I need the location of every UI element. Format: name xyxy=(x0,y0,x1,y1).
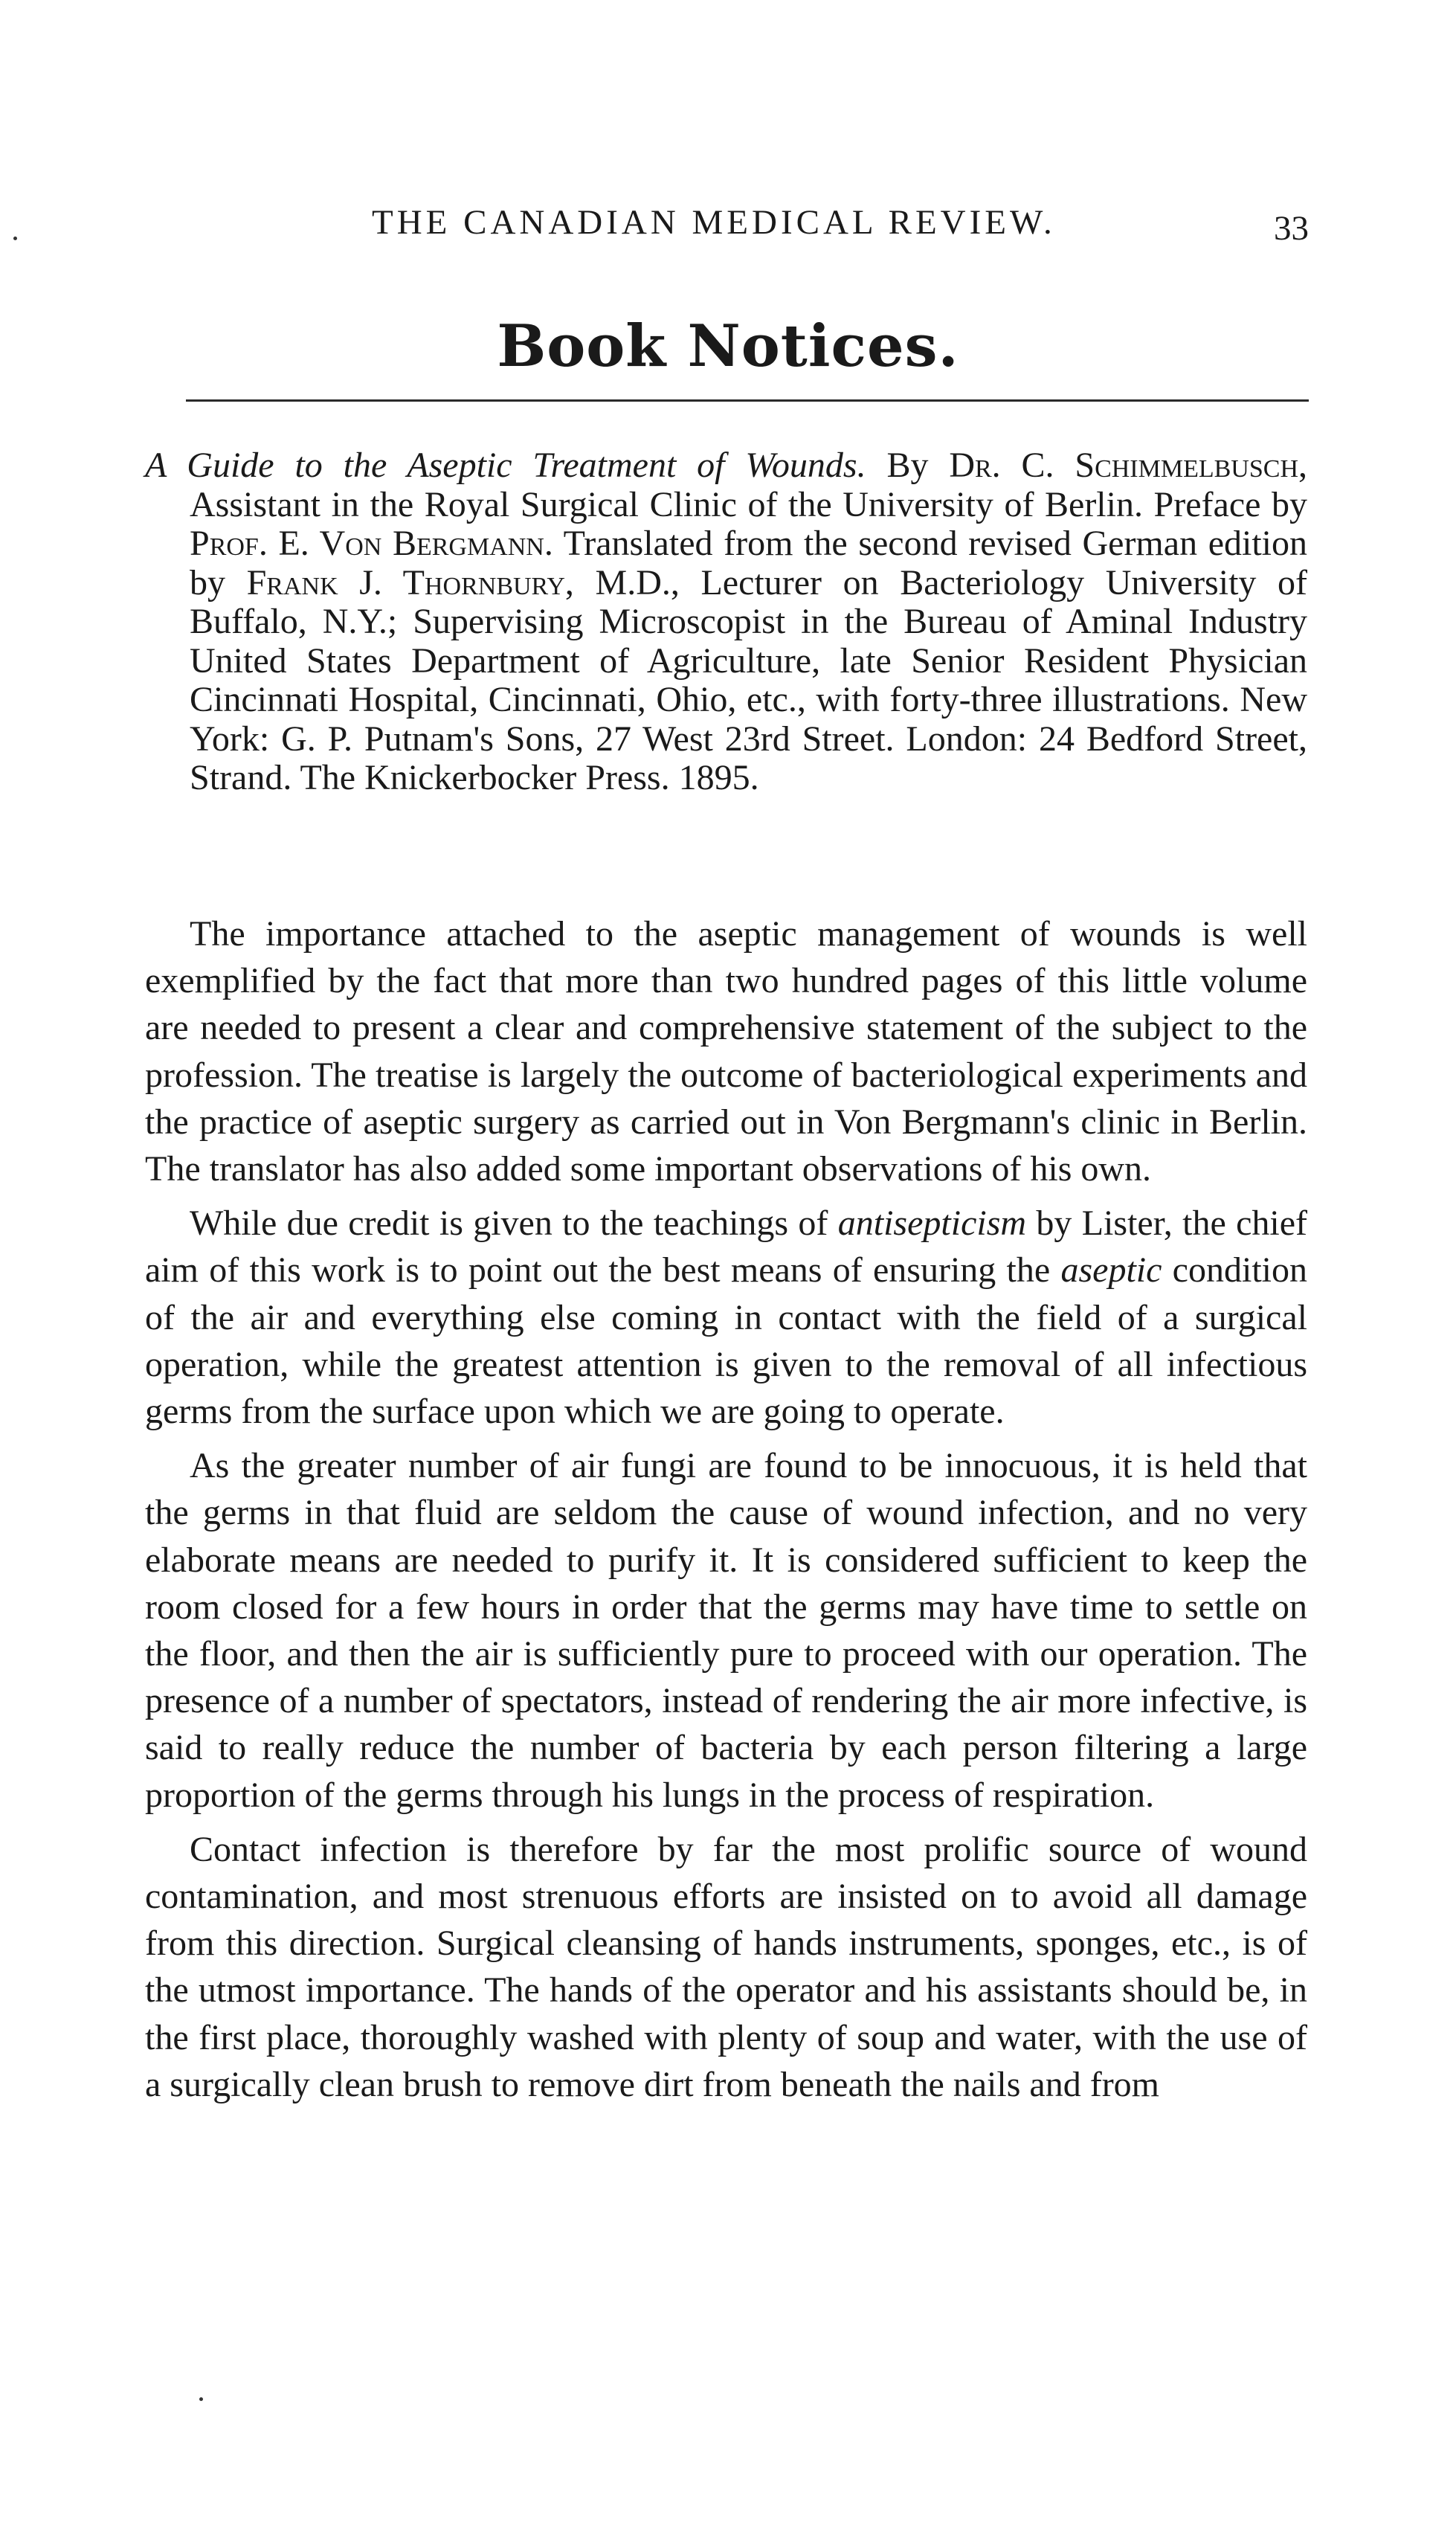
book-citation xyxy=(145,446,1307,798)
author-name: Dr. C. Schimmelbusch xyxy=(949,446,1298,485)
section-divider xyxy=(186,399,1309,402)
book-title: A Guide to the Aseptic Treatment of Wounds. xyxy=(145,446,866,485)
running-head xyxy=(149,202,1309,254)
paragraph-2-text-a: While due credit is given to the teachings of xyxy=(190,1203,838,1244)
paragraph-2-text-c: condition of the air and everything else coming in contact with the field of a surgical operation, while the greatest attention is given to the removal of all infectious germs from the surface upon which we are going to operate. xyxy=(145,1250,1307,1432)
bottom-speck xyxy=(199,2397,203,2401)
translator-details: , M.D., Lecturer on Bacteriology University of Buffalo, N.Y.; Supervising Microscopist in the Bureau of Aminal Industry United States Department of Agriculture, late Senior Resident Physician Cincinnati Hospital, Cincinnati, Ohio, etc., with forty-three illustrations. New York: G. P. Putnam's Sons, 27 West 23rd Street. London: 24 Bedford Street, Strand. The Knickerbocker Press. 1895. xyxy=(190,562,1307,797)
paragraph-1: The importance attached to the aseptic management of wounds is well exemplified by the fact that more than two hundred pages of this little volume are needed to present a clear and comprehensive statement of the subject to the profession. The treatise is largely the outcome of bacteriological experiments and the practice of aseptic surgery as carried out in Von Bergmann's clinic in Berlin. The translator has also added some important observations of his own. xyxy=(145,914,1307,1189)
paragraph-3: As the greater number of air fungi are found to be innocuous, it is held that the germs in that fluid are seldom the cause of wound infection, and no very elaborate means are needed to purify it. It is considered sufficient to keep the room closed for a few hours in order that the germs may have time to settle on the floor, and then the air is sufficiently pure to proceed with our operation. The presence of a number of spectators, instead of rendering the air more infective, is said to really reduce the number of bacteria by each person filtering a large proportion of the germs through his lungs in the process of respiration. xyxy=(145,1446,1307,1815)
page-number: 33 xyxy=(1274,209,1309,248)
translator-name: Frank J. Thornbury xyxy=(246,562,565,602)
translation-intro: . Translated from the second revised German edition by xyxy=(190,524,1308,602)
term-aseptic: aseptic xyxy=(1060,1250,1162,1291)
author-role: , Assistant in the Royal Surgical Clinic of the University of Berlin. Preface by xyxy=(190,446,1307,524)
section-title: Book Notices. xyxy=(497,312,959,380)
preface-author: Prof. E. Von Bergmann xyxy=(190,524,544,563)
paragraph-4: Contact infection is therefore by far the most prolific source of wound contamination, and most strenuous efforts are insisted on to avoid all damage from this direction. Surgical cleansing of hands instruments, sponges, etc., is of the utmost importance. The hands of the operator and his assistants should be, in the first place, thoroughly washed with plenty of soup and water, with the use of a surgically clean brush to remove dirt from beneath the nails and from xyxy=(145,1829,1307,2104)
paragraph-2-text-b: by Lister, the chief aim of this work is to point out the best means of ensuring the xyxy=(145,1203,1308,1291)
paragraph-2 xyxy=(145,1200,1307,1435)
term-antisepticism: antisepticism xyxy=(837,1203,1027,1244)
journal-title: THE CANADIAN MEDICAL REVIEW. xyxy=(372,203,1056,242)
margin-speck xyxy=(13,237,17,240)
review-body xyxy=(145,910,1307,2115)
citation-by: By xyxy=(866,446,950,485)
